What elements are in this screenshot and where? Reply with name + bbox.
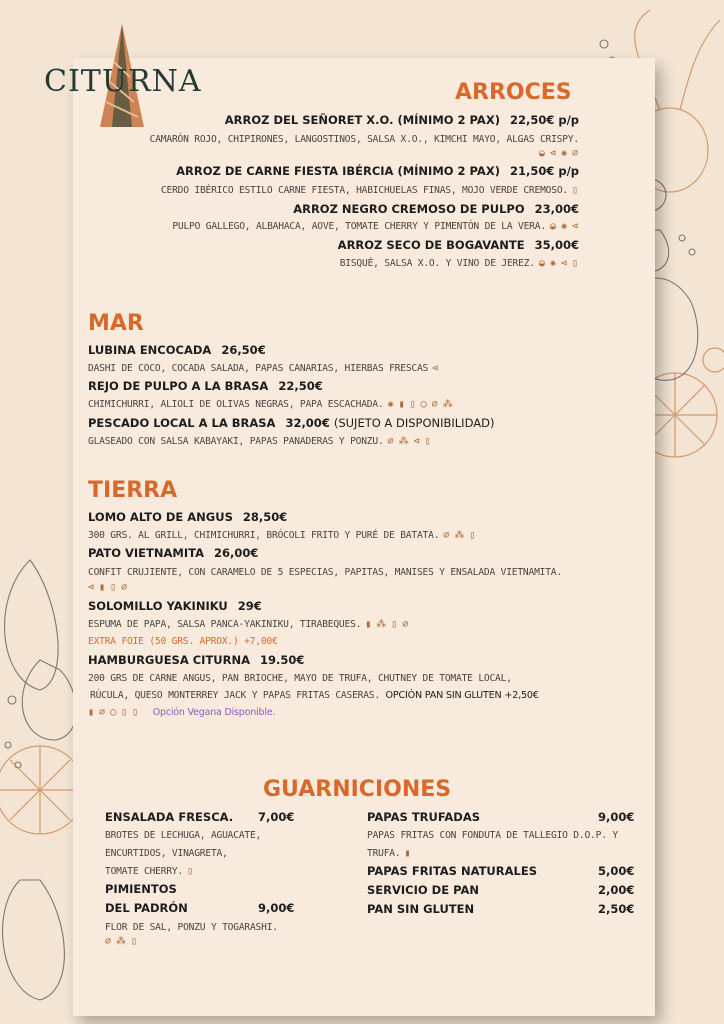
gluten-icon: ⌀: [571, 148, 579, 159]
side-item-name: ENSALADA FRESCA.: [105, 810, 234, 824]
side-item-price: 2,50€: [598, 902, 635, 916]
sulphite-icon: ▯: [121, 707, 129, 718]
crustacean-icon: ◒: [549, 221, 557, 232]
sulphite-icon: ▯: [187, 866, 195, 877]
side-item-price: 7,00€: [258, 810, 295, 824]
side-item-name: DEL PADRÓN: [105, 901, 188, 915]
menu-item-desc: GLASEADO CON SALSA KABAYAKI, PAPAS PANADERAS Y PONZU. ⌀ ⁂ ⊲ ▯: [88, 436, 432, 447]
gluten-icon: ⌀: [121, 582, 129, 593]
menu-item-desc: PULPO GALLEGO, ALBAHACA, AOVE, TOMATE CHERRY Y PIMENTÓN DE LA VERA. ◒ ✺ ⊲: [172, 221, 579, 232]
menu-item-name: ARROZ DE CARNE FIESTA IBÉRCIA (MÍNIMO 2 PAX) 21,50€ p/p: [176, 164, 579, 178]
section-title-arroces: ARROCES: [455, 80, 572, 105]
milk-icon: ▮: [404, 848, 412, 859]
side-item-price: 9,00€: [258, 901, 295, 915]
menu-item-name: LUBINA ENCOCADA 26,50€: [88, 343, 266, 357]
menu-item-desc: 200 GRS DE CARNE ANGUS, PAN BRIOCHE, MAYO DE TRUFA, CHUTNEY DE TOMATE LOCAL,: [88, 673, 512, 684]
side-item-name: PIMIENTOS: [105, 882, 177, 896]
menu-item-name: ARROZ SECO DE BOGAVANTE 35,00€: [337, 238, 579, 252]
menu-item-desc: ESPUMA DE PAPA, SALSA PANCA-YAKINIKU, TIRABEQUES. ▮ ⁂ ▯ ⌀: [88, 619, 410, 630]
menu-item-desc: BISQUÉ, SALSA X.O. Y VINO DE JEREZ. ◒ ✺ ⊲ ▯: [339, 258, 579, 269]
sulphite-icon: ▯: [469, 530, 477, 541]
gluten-icon: ⌀: [443, 530, 451, 541]
side-item-desc: ENCURTIDOS, VINAGRETA,: [105, 848, 228, 859]
fish-icon: ⊲: [571, 221, 579, 232]
mollusc-icon: ✺: [549, 258, 557, 269]
menu-item-desc: DASHI DE COCO, COCADA SALADA, PAPAS CANARIAS, HIERBAS FRESCAS ⊲: [88, 363, 440, 374]
side-item-desc: BROTES DE LECHUGA, AGUACATE,: [105, 830, 262, 841]
sulphite-icon: ▯: [571, 185, 579, 196]
side-item-name: SERVICIO DE PAN: [367, 883, 479, 897]
menu-item-name: REJO DE PULPO A LA BRASA 22,50€: [88, 379, 323, 393]
menu-item-desc: CHIMICHURRI, ALIOLI DE OLIVAS NEGRAS, PAPA ESCACHADA. ✺ ▮ ▯ ◯ ⌀ ⁂: [88, 399, 454, 410]
mollusc-icon: ✺: [560, 148, 568, 159]
menu-item-name: PATO VIETNAMITA 26,00€: [88, 546, 259, 560]
menu-item-desc: CAMARÓN ROJO, CHIPIRONES, LANGOSTINOS, SALSA X.O., KIMCHI MAYO, ALGAS CRISPY.: [149, 134, 579, 145]
allergen-icons: [101, 936, 138, 947]
menu-item-desc: CERDO IBÉRICO ESTILO CARNE FIESTA, HABICHUELAS FINAS, MOJO VERDE CREMOSO. ▯: [160, 185, 579, 196]
fish-icon: ⊲: [413, 436, 421, 447]
nuts-icon: ⁂: [398, 436, 410, 447]
allergen-icons: [535, 148, 579, 159]
milk-icon: ▮: [88, 707, 96, 718]
side-item-desc: PAPAS FRITAS CON FONDUTA DE TALLEGIO D.O.P. Y: [367, 830, 618, 841]
menu-item-name: ARROZ NEGRO CREMOSO DE PULPO 23,00€: [293, 202, 579, 216]
side-item-name: PAPAS TRUFADAS: [367, 810, 481, 824]
allergen-icons: [84, 582, 128, 593]
soy-icon: ▮: [99, 582, 107, 593]
menu-item-desc: 300 GRS. AL GRILL, CHIMICHURRI, BRÓCOLI FRITO Y PURÉ DE BATATA. ⌀ ⁂ ▯: [88, 530, 477, 541]
sulphite-icon: ▯: [409, 399, 417, 410]
menu-item-desc: RÚCULA, QUESO MONTERREY JACK Y PAPAS FRITAS CASERAS. OPCIÓN PAN SIN GLUTEN +2,50€: [90, 690, 539, 701]
extra-foie-note: EXTRA FOIE (50 GRS. APROX.) +7,00€: [88, 636, 278, 647]
soy-icon: ▮: [365, 619, 373, 630]
nuts-icon: ⁂: [116, 936, 128, 947]
nuts-icon: ⁂: [442, 399, 454, 410]
section-title-tierra: TIERRA: [88, 478, 178, 503]
gluten-icon: ⌀: [402, 619, 410, 630]
side-item-desc: TRUFA. ▮: [367, 848, 412, 859]
mollusc-icon: ✺: [387, 399, 395, 410]
mustard-icon: ▯: [132, 707, 140, 718]
sulphite-icon: ▯: [424, 436, 432, 447]
menu-item-name: HAMBURGUESA CITURNA 19.50€: [88, 653, 305, 667]
fish-icon: ⊲: [549, 148, 557, 159]
side-item-name: PAN SIN GLUTEN: [367, 902, 475, 916]
side-item-price: 9,00€: [598, 810, 635, 824]
nuts-icon: ⁂: [454, 530, 466, 541]
fish-icon: ⊲: [432, 363, 440, 374]
menu-item-name: ARROZ DEL SEÑORET X.O. (MÍNIMO 2 PAX) 22,50€ p/p: [224, 113, 579, 127]
nuts-icon: ⁂: [376, 619, 388, 630]
egg-icon: ◯: [420, 399, 428, 410]
side-item-desc: FLOR DE SAL, PONZU Y TOGARASHI.: [105, 922, 278, 933]
section-title-guarniciones: GUARNICIONES: [263, 777, 452, 802]
mollusc-icon: ✺: [560, 221, 568, 232]
allergen-icons: [84, 707, 275, 718]
section-title-mar: MAR: [88, 311, 144, 336]
egg-icon: ◯: [110, 707, 118, 718]
menu-item-name: SOLOMILLO YAKINIKU 29€: [88, 599, 262, 613]
side-item-name: PAPAS FRITAS NATURALES: [367, 864, 537, 878]
gluten-icon: ⌀: [431, 399, 439, 410]
sulphite-icon: ▯: [391, 619, 399, 630]
vegan-option-note: Opción Vegana Disponible.: [152, 707, 276, 718]
sulphite-icon: ▯: [571, 258, 579, 269]
gluten-icon: ⌀: [387, 436, 395, 447]
side-item-desc: TOMATE CHERRY. ▯: [105, 866, 195, 877]
sulphite-icon: ▯: [110, 582, 118, 593]
sulphite-icon: ▯: [131, 936, 139, 947]
fish-icon: ⊲: [560, 258, 568, 269]
side-item-price: 2,00€: [598, 883, 635, 897]
brand-logo: CITURNA: [44, 64, 202, 99]
fish-icon: ⊲: [88, 582, 96, 593]
gluten-icon: ⌀: [99, 707, 107, 718]
menu-item-name: LOMO ALTO DE ANGUS 28,50€: [88, 510, 288, 524]
side-item-price: 5,00€: [598, 864, 635, 878]
menu-item-name: PESCADO LOCAL A LA BRASA 32,00€ (SUJETO A DISPONIBILIDAD): [88, 416, 495, 430]
menu-item-desc: CONFIT CRUJIENTE, CON CARAMELO DE 5 ESPECIAS, PAPITAS, MANISES Y ENSALADA VIETNAMITA.: [88, 567, 562, 578]
milk-icon: ▮: [398, 399, 406, 410]
gluten-icon: ⌀: [105, 936, 113, 947]
crustacean-icon: ◒: [538, 258, 546, 269]
crustacean-icon: ◒: [538, 148, 546, 159]
